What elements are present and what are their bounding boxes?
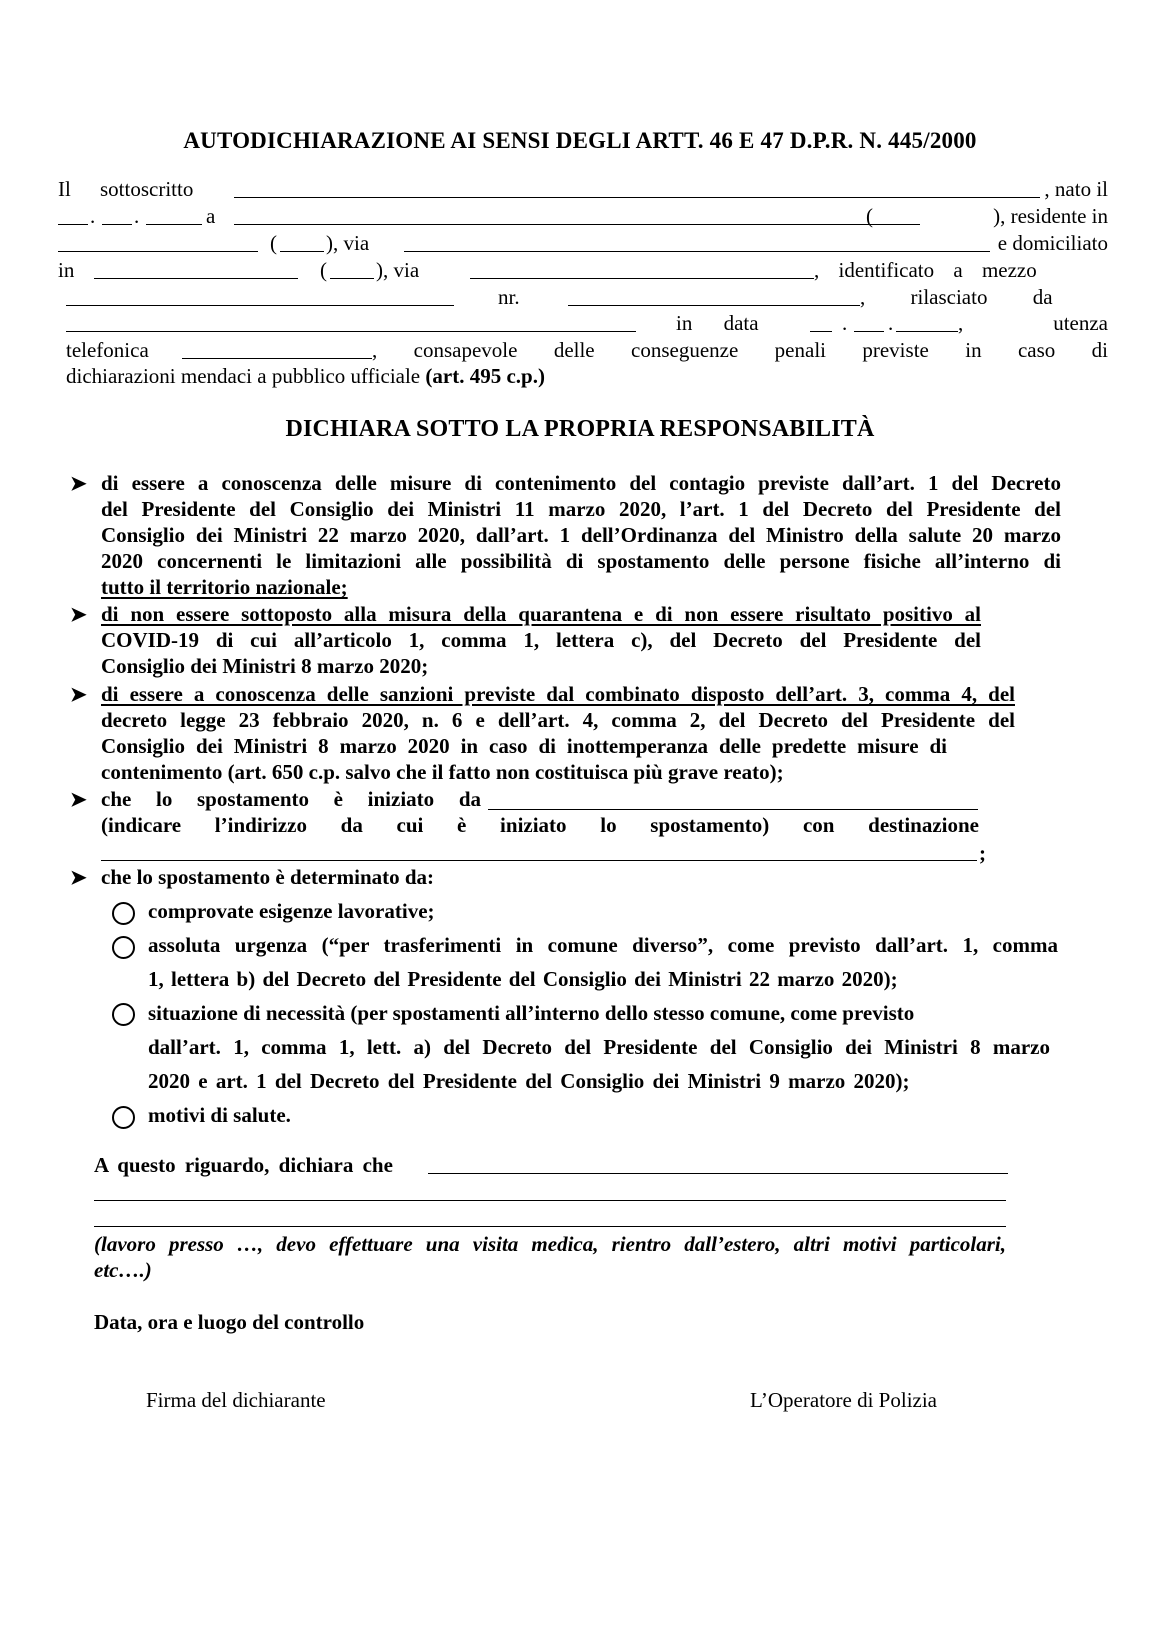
examples-line-1: (lavoro presso …, devo effettuare una visita medica, rientro dall’estero, altri motivi particolari, <box>94 1232 1006 1256</box>
bullet-3-line: decreto legge 23 febbraio 2020, n. 6 e dell’art. 4, comma 2, del Decreto del Presidente del <box>101 708 1015 732</box>
domicile-street-field[interactable] <box>470 258 814 279</box>
bullet-1-line: del Presidente del Consiglio dei Ministri 11 marzo 2020, l’art. 1 del Decreto del Presidente del <box>101 497 1061 521</box>
arrow-icon: ➤ <box>70 473 87 495</box>
label-a: a <box>206 204 216 228</box>
date-dot: . <box>842 311 848 335</box>
label-residente: ), residente in <box>993 204 1108 228</box>
date-dot: . <box>134 204 140 228</box>
label-telefonica: telefonica <box>66 338 149 362</box>
personal-line-7 <box>58 338 1108 365</box>
label-domiciliato: e domiciliato <box>997 231 1108 255</box>
bullet-5: che lo spostamento è determinato da: <box>101 865 435 889</box>
document-title: AUTODICHIARAZIONE AI SENSI DEGLI ARTT. 46 E 47 D.P.R. N. 445/2000 <box>183 128 977 153</box>
paren: ( <box>320 258 327 282</box>
phone-field[interactable] <box>182 338 372 359</box>
option-health-label: motivi di salute. <box>148 1103 291 1127</box>
option-work-label: comprovate esigenze lavorative; <box>148 899 435 923</box>
bullet-1-line: Consiglio dei Ministri 22 marzo 2020, dall’art. 1 dell’Ordinanza del Ministro della salute 20 marzo <box>101 523 1061 547</box>
arrow-icon: ➤ <box>70 604 87 626</box>
residence-province-field[interactable] <box>280 231 324 252</box>
name-field[interactable] <box>234 177 1040 198</box>
label-il: Il <box>58 177 71 201</box>
bullet-2-line: COVID-19 di cui all’articolo 1, comma 1, lettera c), del Decreto del Presidente del <box>101 628 981 652</box>
destination-field[interactable] <box>101 838 977 861</box>
bullet-1-line: di essere a conoscenza delle misure di contenimento del contagio previste dall’art. 1 del Decreto <box>101 471 1061 495</box>
signature-declarant-label: Firma del dichiarante <box>146 1388 326 1412</box>
reason-field-line-1[interactable] <box>428 1153 1008 1174</box>
label-identificato: , identificato a mezzo <box>814 258 1037 282</box>
option-necessity-line-3: 2020 e art. 1 del Decreto del Presidente del Consiglio dei Ministri 9 marzo 2020); <box>148 1069 910 1093</box>
option-urgency-line-2: 1, lettera b) del Decreto del Presidente del Consiglio dei Ministri 22 marzo 2020); <box>148 967 898 991</box>
label-consapevole: , consapevole delle conseguenze penali previste in caso di <box>372 338 1108 362</box>
bullet-3-line: contenimento (art. 650 c.p. salvo che il fatto non costituisca più grave reato); <box>101 760 784 784</box>
birth-province-field[interactable] <box>876 204 920 225</box>
birth-place-field[interactable] <box>234 204 904 225</box>
semicolon: ; <box>979 841 986 865</box>
personal-line-4 <box>58 258 1108 285</box>
issue-day-field[interactable] <box>810 311 832 332</box>
bullet-2-line: Consiglio dei Ministri 8 marzo 2020; <box>101 654 429 678</box>
option-urgency-line-1: assoluta urgenza (“per trasferimenti in comune diverso”, come previsto dall’art. 1, comma <box>148 933 1058 957</box>
issue-year-field[interactable] <box>896 311 958 332</box>
personal-line-8 <box>58 364 1108 391</box>
option-radio-work[interactable] <box>112 902 135 925</box>
issue-month-field[interactable] <box>854 311 884 332</box>
examples-line-2: etc….) <box>94 1258 152 1282</box>
bullet-2-line: di non essere sottoposto alla misura della quarantena e di non essere risultato positivo al <box>101 602 981 626</box>
paren: ( <box>270 231 277 255</box>
personal-line-1 <box>58 177 1108 204</box>
movement-start-field[interactable] <box>488 787 978 810</box>
option-necessity-line-1: situazione di necessità (per spostamenti all’interno dello stesso comune, come previsto <box>148 1001 915 1025</box>
label-nato: , nato il <box>1044 177 1108 201</box>
bullet-2 <box>101 602 981 680</box>
bullet-4-line-1 <box>101 787 481 812</box>
domicile-province-field[interactable] <box>330 258 374 279</box>
label-utenza: , utenza <box>958 311 1108 335</box>
issuer-field[interactable] <box>66 311 636 332</box>
bullet-1-line: 2020 concernenti le limitazioni alle possibilità di spostamento delle persone fisiche all’interno di <box>101 549 1061 573</box>
personal-line-2 <box>58 204 1108 231</box>
bullet-3-line: di essere a conoscenza delle sanzioni previste dal combinato disposto dell’art. 3, comma 4, del <box>101 682 1015 706</box>
label-via: ), via <box>326 231 370 255</box>
arrow-icon: ➤ <box>70 789 87 811</box>
label-via: ), via <box>376 258 420 282</box>
residence-street-field[interactable] <box>404 231 990 252</box>
bullet-1-line: tutto il territorio nazionale; <box>101 575 348 599</box>
riguardo-label: A questo riguardo, dichiara che <box>94 1153 393 1177</box>
reason-field-line-2[interactable] <box>94 1180 1006 1201</box>
bullet-3 <box>101 682 1015 786</box>
date-dot: . <box>888 311 894 335</box>
label-rilasciato: , rilasciato da <box>860 285 1053 309</box>
personal-line-5 <box>58 285 1108 312</box>
residence-city-field[interactable] <box>58 231 258 252</box>
signature-officer-label: L’Operatore di Polizia <box>750 1388 938 1412</box>
bullet-3-line: Consiglio dei Ministri 8 marzo 2020 in caso di inottemperanza delle predette misure di <box>101 734 947 758</box>
arrow-icon: ➤ <box>70 684 87 706</box>
id-number-field[interactable] <box>568 285 860 306</box>
option-radio-urgency[interactable] <box>112 936 135 959</box>
paren: ( <box>866 204 873 228</box>
mendaci-text: dichiarazioni mendaci a pubblico ufficiale <box>66 364 421 388</box>
option-necessity-line-2: dall’art. 1, comma 1, lett. a) del Decreto del Presidente del Consiglio dei Ministri 8 marzo <box>148 1035 1050 1059</box>
birth-month-field[interactable] <box>102 204 132 225</box>
option-radio-necessity[interactable] <box>112 1003 135 1026</box>
personal-line-6 <box>58 311 1108 338</box>
movement-start-label: che lo spostamento è iniziato da <box>101 787 481 811</box>
reason-field-line-3[interactable] <box>94 1206 1006 1227</box>
label-nr: nr. <box>498 285 520 309</box>
bullet-4-line-2: (indicare l’indirizzo da cui è iniziato lo spostamento) con destinazione <box>101 813 979 837</box>
declares-heading: DICHIARA SOTTO LA PROPRIA RESPONSABILITÀ <box>285 416 875 442</box>
bullet-1 <box>101 471 1061 601</box>
art-495: (art. 495 c.p.) <box>425 364 545 388</box>
control-label: Data, ora e luogo del controllo <box>94 1310 365 1334</box>
id-document-field[interactable] <box>66 285 454 306</box>
date-dot: . <box>90 204 96 228</box>
option-radio-health[interactable] <box>112 1106 135 1129</box>
birth-day-field[interactable] <box>58 204 88 225</box>
arrow-icon: ➤ <box>70 867 87 889</box>
domicile-city-field[interactable] <box>94 258 298 279</box>
personal-line-3 <box>58 231 1108 258</box>
label-sottoscritto: sottoscritto <box>100 177 194 201</box>
birth-year-field[interactable] <box>146 204 202 225</box>
label-in-data: in data <box>676 311 759 335</box>
label-dichiarazioni <box>66 364 545 389</box>
label-in: in <box>58 258 75 282</box>
